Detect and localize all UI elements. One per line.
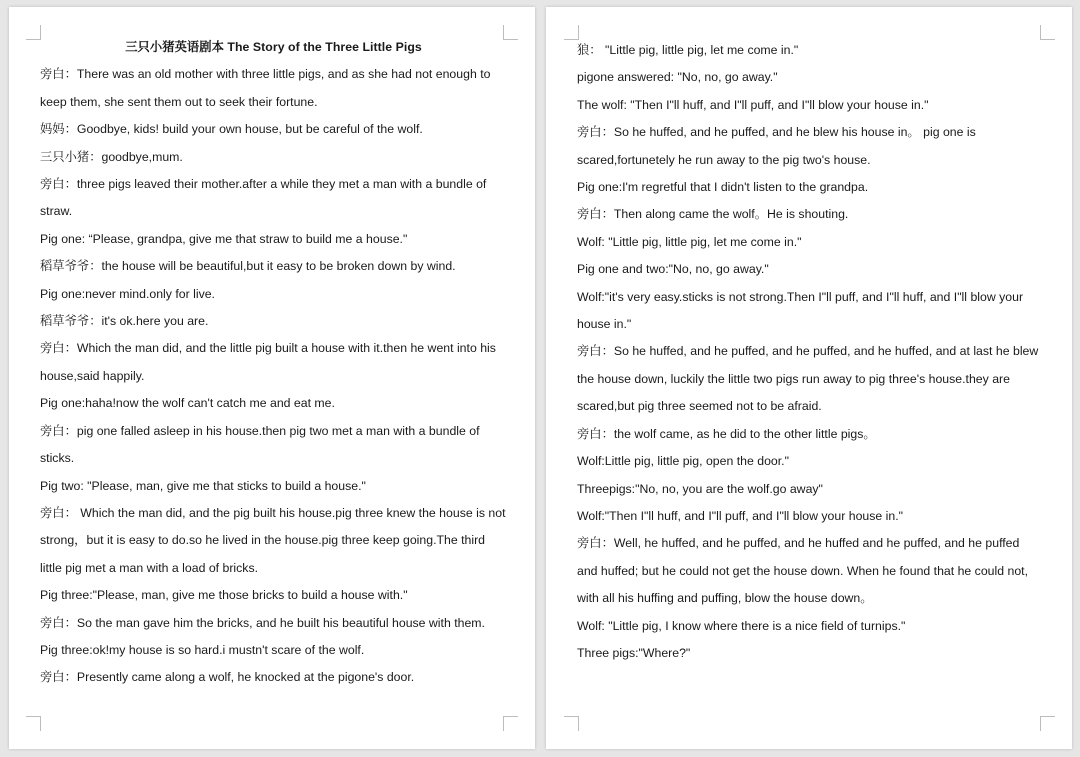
document-page-right [546,7,1072,749]
paragraph: 旁白：There was an old mother with three little pigs, and as she had not enough to keep them, she sent them out to seek their fortune. [40,67,491,109]
paragraph: 旁白：Then along came the wolf。He is shouting. [577,207,849,222]
paragraph: Wolf: "Little pig, I know where there is a nice field of turnips." [577,618,906,633]
paragraph: 旁白： Which the man did, and the pig built his house.pig three knew the house is not strong，but it is easy to do.so he lived in the house.pig three keep going.The third little pig met a man with a load of bricks. [40,505,506,575]
paragraph: Pig three:ok!my house is so hard.i mustn't scare of the wolf. [40,642,365,657]
paragraph: 狼： "Little pig, little pig, let me come in." [577,43,799,57]
paragraph: 旁白：Well, he huffed, and he puffed, and he huffed and he puffed, and he puffed and huffed; but he could not get the house down. When he found that he could not, with all his huffing and puffing, blow the house down。 [577,536,1029,606]
paragraph: 旁白：So the man gave him the bricks, and he built his beautiful house with them. [40,615,485,630]
margin-marker-top-left [26,25,41,40]
paragraph: Pig two: "Please, man, give me that sticks to build a house." [40,478,366,493]
paragraph: 旁白：three pigs leaved their mother.after a while they met a man with a bundle of straw. [40,177,487,219]
paragraph: pigone answered: "No, no, go away." [577,70,778,85]
paragraph: Pig one:I'm regretful that I didn't listen to the grandpa. [577,180,869,195]
page-text-body[interactable] [40,34,506,692]
paragraph: Threepigs:"No, no, you are the wolf.go away" [577,481,823,496]
document-page-left [9,7,535,749]
paragraph: Pig one:haha!now the wolf can't catch me and eat me. [40,396,335,411]
margin-marker-bottom-left [564,716,579,731]
paragraph: 旁白：Which the man did, and the little pig built a house with it.then he went into his house,said happily. [40,341,496,383]
margin-marker-bottom-right [503,716,518,731]
paragraph: 稻草爷爷：the house will be beautiful,but it easy to be broken down by wind. [40,259,456,274]
paragraph: 旁白：Presently came along a wolf, he knocked at the pigone's door. [40,670,415,685]
paragraph: Wolf:Little pig, little pig, open the door." [577,454,789,469]
paragraph: The wolf: "Then I"ll huff, and I"ll puff, and I"ll blow your house in." [577,97,929,112]
paragraph: 旁白：pig one falled asleep in his house.then pig two met a man with a bundle of sticks. [40,423,480,466]
paragraph: 旁白：So he huffed, and he puffed, and he blew his house in。 pig one is scared,fortunetely he run away to the pig two's house. [577,125,976,167]
paragraph: Pig three:"Please, man, give me those bricks to build a house with." [40,588,408,603]
paragraph: Pig one and two:"No, no, go away." [577,262,769,277]
paragraph: Wolf:"it's very easy.sticks is not strong.Then I"ll puff, and I"ll huff, and I"ll blow your house in." [577,289,1024,332]
paragraph: 旁白：the wolf came, as he did to the other little pigs。 [577,426,876,441]
margin-marker-bottom-right [1040,716,1055,731]
paragraph: 旁白：So he huffed, and he puffed, and he puffed, and he huffed, and at last he blew the house down, luckily the little two pigs run away to pig three's house.they are scared,but pig three seemed not to be afraid. [577,344,1039,414]
paragraph: 妈妈：Goodbye, kids! build your own house, but be careful of the wolf. [40,122,423,137]
paragraph: Wolf:"Then I"ll huff, and I"ll puff, and I"ll blow your house in." [577,508,904,523]
paragraph: Pig one: “Please, grandpa, give me that straw to build me a house." [40,231,408,246]
paragraph: Wolf: "Little pig, little pig, let me come in." [577,234,802,249]
paragraph: Three pigs:"Where?" [577,645,691,660]
paragraph: 稻草爷爷：it's ok.here you are. [40,314,209,329]
paragraph: 三只小猪：goodbye,mum. [40,149,183,164]
paragraph: Pig one:never mind.only for live. [40,286,215,301]
page-text-body[interactable] [577,37,1043,667]
document-title: 三只小猪英语剧本 The Story of the Three Little Pigs [125,40,422,54]
margin-marker-bottom-left [26,716,41,731]
